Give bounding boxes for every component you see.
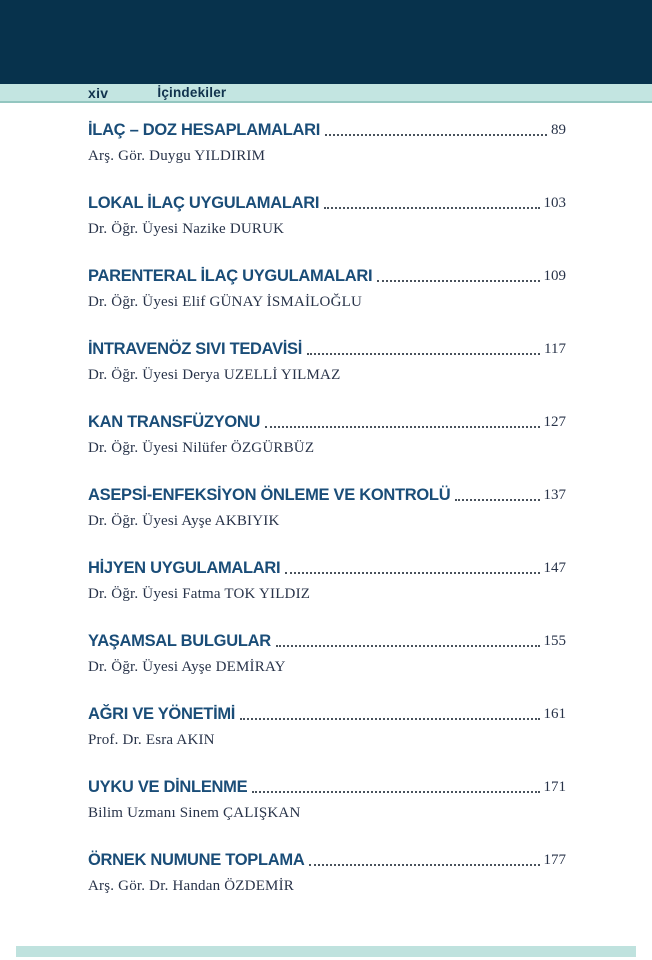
toc-entry-title: YAŞAMSAL BULGULAR (88, 632, 271, 650)
toc-entry (88, 193, 566, 239)
toc-entry-line (88, 412, 566, 432)
toc-entry-author: Dr. Öğr. Üyesi Derya UZELLİ YILMAZ (88, 367, 341, 383)
toc-entry-author: Dr. Öğr. Üyesi Nazike DURUK (88, 221, 285, 237)
toc-entry (88, 485, 566, 531)
toc-entry-line (88, 558, 566, 578)
dotted-leader (276, 645, 540, 647)
toc-entry-title: ÖRNEK NUMUNE TOPLAMA (88, 851, 305, 869)
running-head-bar (0, 84, 652, 103)
toc-entry-page-number: 103 (543, 195, 566, 211)
toc-entry-title: KAN TRANSFÜZYONU (88, 413, 261, 431)
toc-entry-page-number: 171 (543, 779, 566, 795)
toc-entry-author: Dr. Öğr. Üyesi Ayşe AKBIYIK (88, 513, 280, 529)
toc-entry-line (88, 120, 566, 140)
toc-entry-title: UYKU VE DİNLENME (88, 778, 248, 796)
toc-entry (88, 558, 566, 604)
toc-entry (88, 777, 566, 823)
toc-entry-author: Dr. Öğr. Üyesi Nilüfer ÖZGÜRBÜZ (88, 440, 315, 456)
page-number-roman: xiv (88, 84, 109, 101)
toc-entry-author: Bilim Uzmanı Sinem ÇALIŞKAN (88, 805, 301, 821)
top-banner (0, 0, 652, 84)
dotted-leader (252, 791, 539, 793)
toc-list (0, 103, 652, 896)
toc-entry-line (88, 266, 566, 286)
toc-entry-page-number: 117 (544, 341, 566, 357)
toc-entry-author: Prof. Dr. Esra AKIN (88, 732, 215, 748)
toc-entry (88, 850, 566, 896)
toc-entry (88, 704, 566, 750)
toc-entry-line (88, 485, 566, 505)
dotted-leader (455, 499, 539, 501)
dotted-leader (324, 207, 539, 209)
toc-entry-page-number: 155 (543, 633, 566, 649)
contents-heading: İçindekiler (157, 85, 227, 100)
toc-entry-page-number: 161 (543, 706, 566, 722)
toc-entry-author: Dr. Öğr. Üyesi Elif GÜNAY İSMAİLOĞLU (88, 294, 362, 310)
toc-entry (88, 120, 566, 166)
toc-entry-author: Dr. Öğr. Üyesi Ayşe DEMİRAY (88, 659, 286, 675)
dotted-leader (325, 134, 547, 136)
toc-entry-page-number: 127 (543, 414, 566, 430)
toc-entry-title: HİJYEN UYGULAMALARI (88, 559, 281, 577)
toc-entry-title: İNTRAVENÖZ SIVI TEDAVİSİ (88, 340, 303, 358)
toc-entry-line (88, 704, 566, 724)
toc-entry-author: Arş. Gör. Duygu YILDIRIM (88, 148, 266, 164)
toc-entry-page-number: 147 (543, 560, 566, 576)
toc-entry-title: LOKAL İLAÇ UYGULAMALARI (88, 194, 320, 212)
dotted-leader (285, 572, 539, 574)
toc-entry (88, 412, 566, 458)
dotted-leader (309, 864, 539, 866)
dotted-leader (377, 280, 539, 282)
toc-entry-page-number: 109 (543, 268, 566, 284)
bottom-bar (16, 946, 636, 957)
toc-entry-title: İLAÇ – DOZ HESAPLAMALARI (88, 121, 321, 139)
toc-entry-title: AĞRI VE YÖNETİMİ (88, 705, 236, 723)
toc-entry (88, 631, 566, 677)
toc-entry-line (88, 777, 566, 797)
dotted-leader (307, 353, 540, 355)
toc-entry-title: ASEPSİ-ENFEKSİYON ÖNLEME VE KONTROLÜ (88, 486, 451, 504)
dotted-leader (240, 718, 539, 720)
toc-entry-line (88, 339, 566, 359)
toc-entry-title: PARENTERAL İLAÇ UYGULAMALARI (88, 267, 373, 285)
toc-entry (88, 339, 566, 385)
toc-entry (88, 266, 566, 312)
toc-entry-line (88, 850, 566, 870)
toc-entry-page-number: 137 (543, 487, 566, 503)
toc-entry-page-number: 177 (543, 852, 566, 868)
toc-entry-page-number: 89 (551, 122, 566, 138)
toc-entry-line (88, 631, 566, 651)
toc-entry-author: Arş. Gör. Dr. Handan ÖZDEMİR (88, 878, 294, 894)
toc-entry-line (88, 193, 566, 213)
toc-entry-author: Dr. Öğr. Üyesi Fatma TOK YILDIZ (88, 586, 311, 602)
dotted-leader (265, 426, 539, 428)
